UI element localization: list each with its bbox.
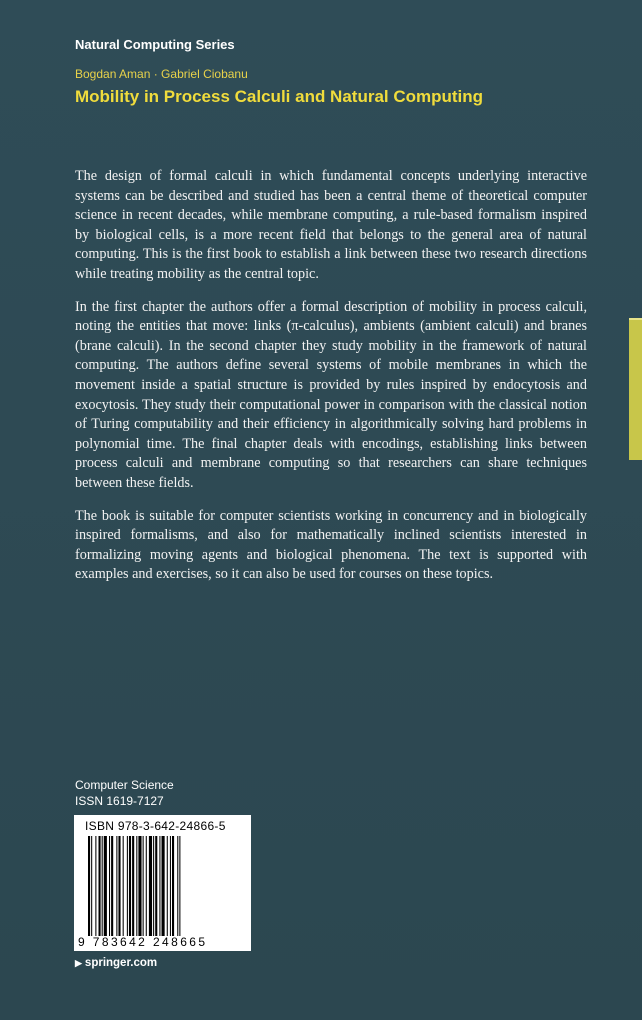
spine-color-band [629,318,642,460]
subject-label: Computer Science [75,778,174,792]
barcode-bar [179,836,180,936]
barcode-bar [132,836,134,936]
barcode-bar [95,836,96,936]
barcode-bar [146,836,147,936]
barcode-bar [99,836,101,936]
barcode-bar [170,836,171,936]
barcode-digits: 9 783642 248665 [78,935,208,949]
publisher-link-text: springer.com [84,957,158,969]
arrow-right-icon: ▶ [75,958,82,968]
blurb [75,167,587,598]
series-name: Natural Computing Series [75,37,235,52]
book-title: Mobility in Process Calculi and Natural Computing [75,87,484,106]
barcode-bar [88,836,90,936]
barcode-bar [153,836,154,936]
blurb-paragraph-1: The design of formal calculi in which fundamental concepts underlying interactive systems can be described and studied has been a central theme of theoretical computer science in recent decades, while membrane computing, a rule-based formalism inspired by biological cells, is a more recent field that belongs to the general area of natural computing. This is the first book to establish a link between these two research directions while treating mobility as the central topic. [75,168,587,282]
barcode-bar [123,836,124,936]
authors: Bogdan Aman · Gabriel Ciobanu [75,67,248,81]
barcode-bar [162,836,165,936]
blurb-paragraph-3: The book is suitable for computer scientists working in concurrency and in biologically inspired formalisms, and also for mathematically inclined scientists interested in formalizing moving agents and biological phenomena. The text is supported with examples and exercises, so it can also be used for courses on these topics. [75,507,587,583]
barcode-bar [116,836,117,936]
barcode-bar [102,836,103,936]
catalog-info [75,777,174,809]
barcode-bar [138,836,141,936]
barcode-bar [143,836,144,936]
barcode-bar [155,836,157,936]
barcode-bar [177,836,178,936]
barcode-bars [88,836,240,936]
blurb-paragraph-2: In the first chapter the authors offer a formal description of mobility in process calculi, noting the entities that move: links (π-calculus), ambients (ambient calculi) and branes (brane calculi). In the second chapter they study mobility in the framework of natural computing. The authors define several systems of mobile membranes in which the movement inside a spatial structure is provided by rules inspired by endocytosis and exocytosis. They study their computational power in comparison with the classical notion of Turing computability and their efficiency in algorithmically solving hard problems in polynomial time. The final chapter deals with encodings, establishing links between process calculi and membrane computing so that researchers can share techniques between these fields. [75,298,587,491]
spine-band-highlight [629,318,642,320]
barcode-bar [136,836,137,936]
barcode-bar [91,836,92,936]
publisher-link[interactable] [75,957,157,969]
barcode-bar [104,836,107,936]
issn-label: ISSN 1619-7127 [75,794,164,808]
barcode-bar [118,836,120,936]
barcode-bar [111,836,113,936]
barcode [74,815,251,951]
barcode-bar [127,836,128,936]
isbn-label: ISBN 978-3-642-24866-5 [85,819,226,833]
barcode-bar [149,836,152,936]
barcode-bar [129,836,131,936]
barcode-bar [172,836,174,936]
barcode-bar [167,836,168,936]
barcode-bar [109,836,110,936]
barcode-bar [159,836,160,936]
